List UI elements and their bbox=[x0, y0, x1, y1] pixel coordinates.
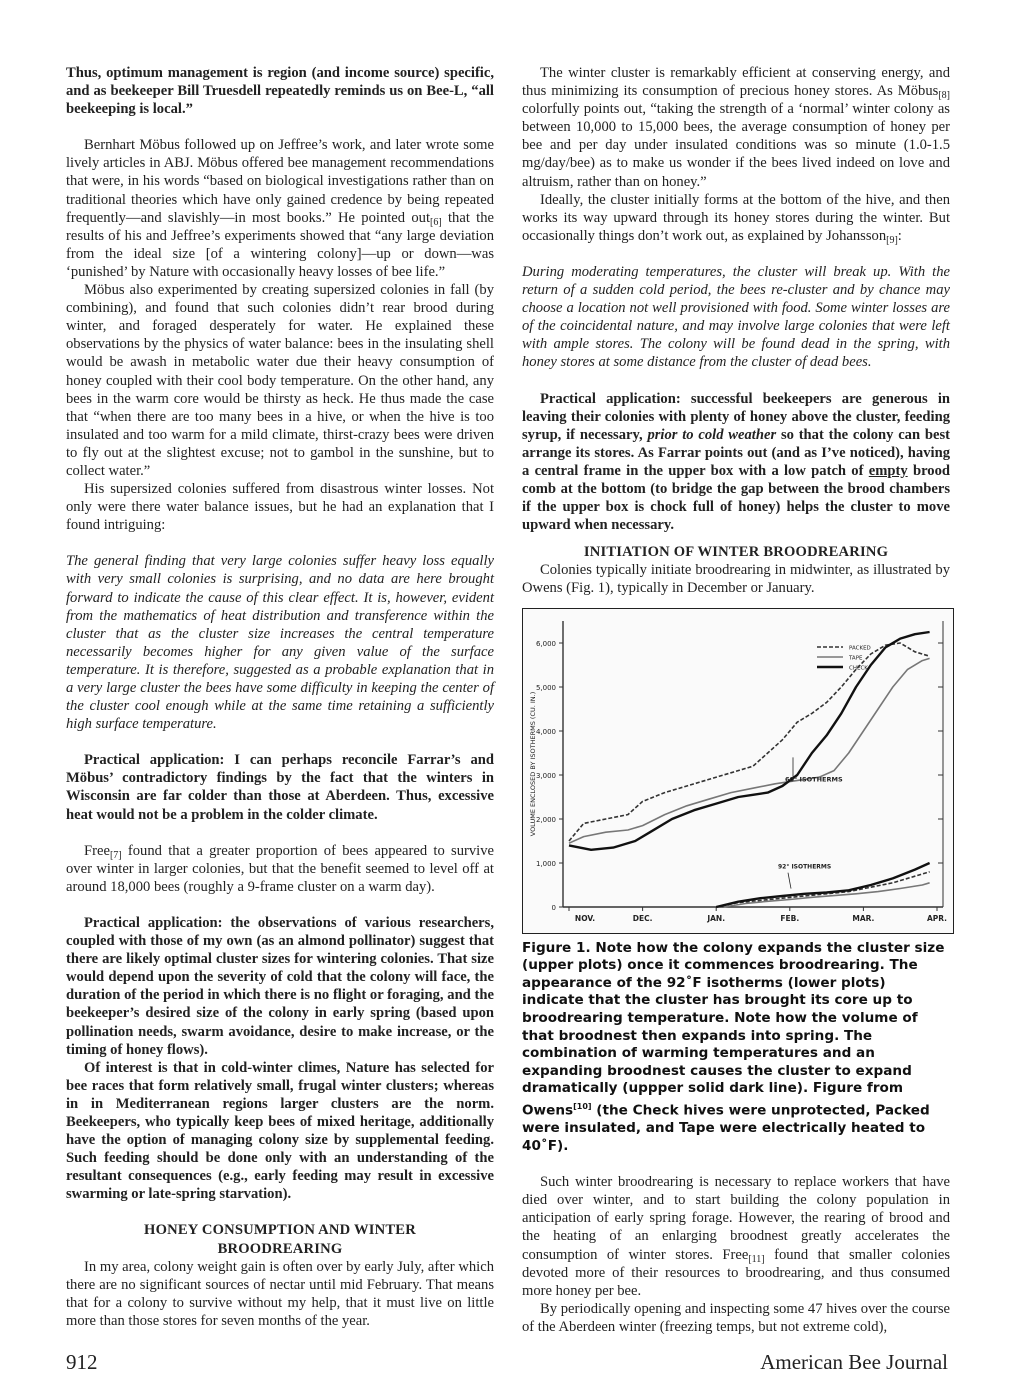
legend-label: TAPE bbox=[849, 655, 863, 662]
figure-caption bbox=[522, 940, 950, 1156]
text-span: : bbox=[897, 227, 902, 244]
practical-application-3: Of interest is that in cold-winter climes, Nature has selected for bee races that form relatively small, frugal winter clusters; whereas in in Mediterranean regions larger clusters are the norm. Beekeepers, who typically keep bees of mixed heritage, additionally have the option of managing colony size by supplemental feeding. Such feeding should be done only with an understanding of the resultant consequences (e.g., early feeding may result in excessive swarming or late-spring starvation). bbox=[66, 1059, 494, 1203]
practical-application-stores bbox=[522, 390, 950, 535]
journal-name: American Bee Journal bbox=[760, 1350, 948, 1374]
block-quote: The general finding that very large colonies suffer heavy loss equally with very small colonies is surprising, and no data are here brought forward to indicate the cause of this clear effect. It is, however, evident from the mathematics of heat distribution and transference within the cluster that as the cluster size increases the central temperature necessarily becomes higher for any given value of the surface temperature. It is therefore, suggested as a probable explanation that in a very large cluster the bees have some difficulty in keeping the center of the cluster cool enough while at the same time retaining a sufficiently high surface temperature. bbox=[66, 553, 494, 733]
reference-mark: [11] bbox=[748, 1253, 765, 1265]
winter-broodrearing-paragraph bbox=[522, 1173, 950, 1300]
x-tick-label: FEB. bbox=[780, 913, 800, 923]
text-span: that the results of his and Jeffree’s experiments showed that “any large deviation from the ideal size [of a wintering colony]—up or down—was ‘punished’ by Nature with occasionally heavy losses of bee life.” bbox=[66, 209, 494, 280]
text-span: The winter cluster is remarkably efficient at conserving energy, and thus minimizing its consumption of precious honey stores. As Möbus bbox=[522, 65, 950, 100]
text-span: Such winter broodrearing is necessary to replace workers that have died over winter, and to start building the colony population in anticipation of early spring forage. However, the rearing of brood and the heating of an enlarging broodnest greatly accelerates the consumption of winter stores. Free bbox=[522, 1174, 950, 1263]
annotation-92-isotherms: 92° ISOTHERMS bbox=[778, 862, 832, 870]
losses-paragraph: His supersized colonies suffered from disastrous winter losses. Not only were there water balance issues, but he had an explanation that I found intriguing: bbox=[66, 481, 494, 534]
reference-mark: [9] bbox=[886, 234, 898, 246]
x-tick-label: APR. bbox=[926, 913, 948, 923]
y-tick-label: 2,000 bbox=[535, 815, 556, 824]
caption-text: (the Check hives were unprotected, Packed were insulated, and Tape were electrically heated to 40˚F). bbox=[522, 1102, 930, 1154]
intro-paragraph: Thus, optimum management is region (and income source) specific, and as beekeeper Bill Truesdell repeatedly reminds us on Bee-L, “all beekeeping is local.” bbox=[66, 65, 494, 118]
x-tick-label: MAR. bbox=[852, 913, 875, 923]
text-span: brood comb at the bottom (to bridge the gap between the brood chambers if the upper box is chock full of honey) helps the cluster to move upward when necessary. bbox=[522, 462, 950, 534]
text-span: found that smaller colonies devoted more of their resources to broodrearing, and thus consumed more honey per bee. bbox=[522, 1246, 950, 1299]
reference-mark: [6] bbox=[430, 216, 442, 228]
y-tick-label: 3,000 bbox=[535, 771, 556, 780]
x-tick-label: NOV. bbox=[574, 913, 596, 923]
practical-application-2: Practical application: the observations of various researchers, coupled with those of my own (as an almond pollinator) suggest that there are likely optimal cluster sizes for wintering colonies. That size would depend upon the severity of cold that the colony will face, the duration of the period in which there is no flight or foraging, and the beekeeper’s desired size of the colony in early spring (based upon pollination needs, swarm avoidance, desire to make increase, or the timing of honey flows). bbox=[66, 914, 494, 1058]
section-heading-honey-consumption: HONEY CONSUMPTION AND WINTER BROODREARING bbox=[144, 1222, 416, 1257]
inspection-paragraph: By periodically opening and inspecting some 47 hives over the course of the Aberdeen winter (freezing temps, but not extreme cold), bbox=[522, 1300, 950, 1335]
winter-cluster-paragraph bbox=[522, 64, 950, 191]
y-tick-label: 1,000 bbox=[535, 859, 556, 868]
cluster-forms-paragraph bbox=[522, 191, 950, 245]
section-heading-broodrearing: INITIATION OF WINTER BROODREARING bbox=[583, 544, 889, 561]
annotation-60-isotherms: 60° ISOTHERMS bbox=[785, 775, 843, 784]
underlined-text: empty bbox=[868, 462, 908, 479]
figure-1-chart bbox=[522, 608, 954, 934]
practical-application-1: Practical application: I can perhaps reconcile Farrar’s and Möbus’ contradictory findings by the fact that the winters in Wisconsin are far colder than those at Aberdeen. Thus, excessive heat would not be a problem in the colder climate. bbox=[66, 752, 494, 823]
text-span: found that a greater proportion of bees appeared to survive over winter in larger colonies, but that the benefit seemed to level off at around 18,000 bees (roughly a 9-frame cluster on a warm day). bbox=[66, 842, 494, 895]
reference-mark: [7] bbox=[109, 849, 122, 861]
y-tick-label: 5,000 bbox=[535, 683, 556, 692]
left-column bbox=[66, 64, 494, 1330]
free-paragraph bbox=[66, 842, 494, 896]
mobus-paragraph bbox=[66, 136, 494, 281]
right-column bbox=[522, 64, 950, 1336]
text-span: Ideally, the cluster initially forms at the bottom of the hive, and then works its way upward through its honey stores during the winter. But occasionally things don’t work out, as explained by Johansson bbox=[522, 191, 950, 244]
text-span: Practical application: successful beekeepers are generous in leaving their colonies with plenty of honey above the cluster, feeding syrup, if necessary, bbox=[522, 390, 950, 443]
legend-label: CHECK bbox=[849, 665, 868, 672]
line-chart bbox=[523, 609, 953, 933]
x-tick-label: DEC. bbox=[632, 913, 653, 923]
y-axis-label: VOLUME ENCLOSED BY ISOTHERMS (CU. IN.) bbox=[529, 691, 537, 836]
colony-weight-paragraph: In my area, colony weight gain is often over by early July, after which there are no significant sources of nectar until mid February. That means that for a colony to survive without my help, that it must live on little more than those stores for seven months of the year. bbox=[66, 1258, 494, 1329]
y-tick-label: 4,000 bbox=[535, 727, 556, 736]
text-span: Free bbox=[84, 842, 110, 859]
johansson-quote: During moderating temperatures, the cluster will break up. With the return of a sudden cold period, the bees re-cluster and by chance may choose a location not well provisioned with food. Some winter losses are of the coincidental nature, and may involve large colonies that were left with ample stores. The colony will be found dead in the spring, with honey stores at some distance from the cluster of dead bees. bbox=[522, 263, 950, 371]
supersized-paragraph: Möbus also experimented by creating supersized colonies in fall (by combining), and found that such colonies didn’t rear brood during winter, and foraged desperately for water. He explained these observations by the physics of water balance: bees in the insulating shell would be awash in metabolic water due their heavy consumption of honey coupled with their cool body temperature. On the other hand, any bees in the warm core would be thirsty as heck. He thus made the case that “when there are too many bees in a hive, or when the hive is too insulated and too warm for a mild climate, thirst-crazy bees were driven to fly out at the slightest excuse; not to gambol in the sunshine, but to collect water.” bbox=[66, 282, 494, 479]
reference-mark: [8] bbox=[938, 90, 950, 102]
broodrearing-intro: Colonies typically initiate broodrearing in midwinter, as illustrated by Owens (Fig. 1), typically in December or January. bbox=[522, 562, 950, 597]
caption-text: Figure 1. Note how the colony expands the cluster size (upper plots) once it commences broodrearing. The appearance of the 92˚F isotherms (lower plots) indicate that the cluster has brought its core up to broodrearing temperature. Note how the volume of that broodnest then expands into spring. The combination of warming temperatures and an expanding broodnest causes the cluster to expand dramatically (uppper solid dark line). Figure from Owens bbox=[522, 939, 945, 1119]
x-tick-label: JAN. bbox=[707, 913, 726, 923]
emphasis-text: prior to cold weather bbox=[647, 426, 777, 443]
text-span: colorfully points out, “taking the strength of a ‘normal’ winter colony as between 10,000 to 15,000 bees, the average consumption of honey per bee and per day under insulated conditions was so minute (1.0-1.5 mg/day/bee) as to make us wonder if the bees lived indeed on love and altruism, rather than on honey.” bbox=[522, 101, 950, 190]
y-tick-label: 0 bbox=[551, 903, 556, 912]
y-tick-label: 6,000 bbox=[535, 639, 556, 648]
text-span: Bernhart Möbus followed up on Jeffree’s work, and later wrote some lively articles in ABJ. Möbus offered bee management recommendations that were, in his words “based on biological investigations rather than on traditional theories which have only gained credence by being repeated frequently—and slavishly—in most books.” He pointed out bbox=[66, 137, 494, 226]
text-span: so that the colony can best arrange its stores. As Farrar points out (and as I’ve noticed), having a central frame in the upper box with a low patch of bbox=[522, 426, 951, 479]
legend-label: PACKED bbox=[849, 645, 871, 652]
page-number: 912 bbox=[66, 1350, 98, 1374]
reference-mark: [10] bbox=[573, 1101, 592, 1111]
